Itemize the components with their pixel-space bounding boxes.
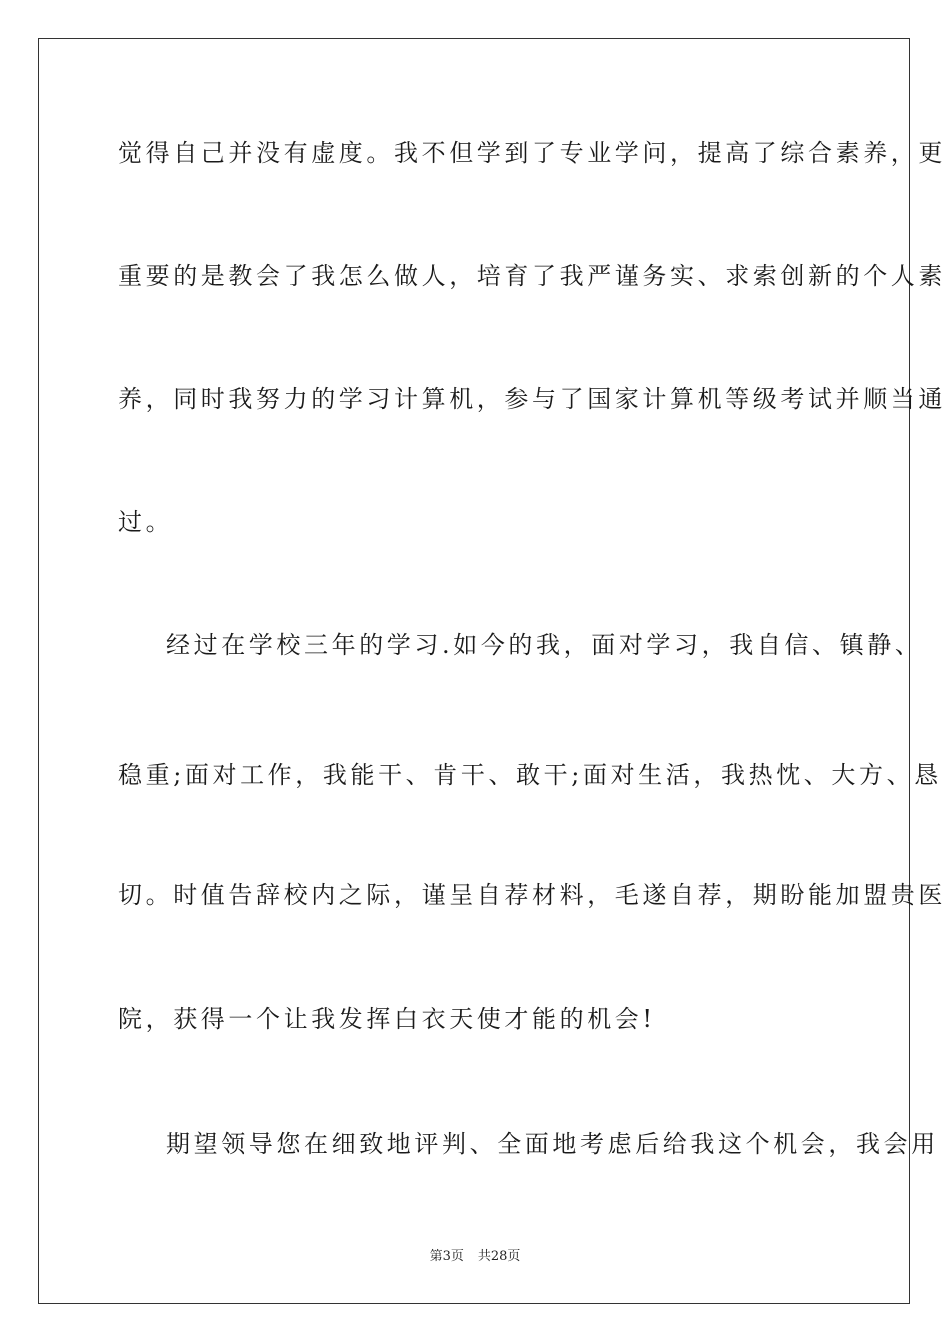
text-line: 重要的是教会了我怎么做人，培育了我严谨务实、求索创新的个人素 — [118, 262, 946, 290]
paragraph-start-line: 期望领导您在细致地评判、全面地考虑后给我这个机会，我会用 — [166, 1130, 939, 1158]
text-line: 觉得自己并没有虚度。我不但学到了专业学问，提高了综合素养，更 — [118, 139, 946, 167]
page-total: 共28页 — [477, 1249, 521, 1264]
page-footer — [0, 1249, 950, 1265]
text-line: 过。 — [118, 508, 174, 536]
paragraph-start-line: 经过在学校三年的学习.如今的我，面对学习，我自信、镇静、 — [166, 631, 923, 659]
text-line: 养，同时我努力的学习计算机，参与了国家计算机等级考试并顺当通 — [118, 385, 946, 413]
text-line: 切。时值告辞校内之际，谨呈自荐材料，毛遂自荐，期盼能加盟贵医 — [118, 881, 946, 909]
page-number: 第3页 — [429, 1249, 464, 1264]
text-line: 稳重;面对工作，我能干、肯干、敢干;面对生活，我热忱、大方、恳 — [118, 761, 942, 789]
page-border — [38, 38, 946, 1304]
text-line: 院，获得一个让我发挥白衣天使才能的机会! — [118, 1005, 656, 1033]
